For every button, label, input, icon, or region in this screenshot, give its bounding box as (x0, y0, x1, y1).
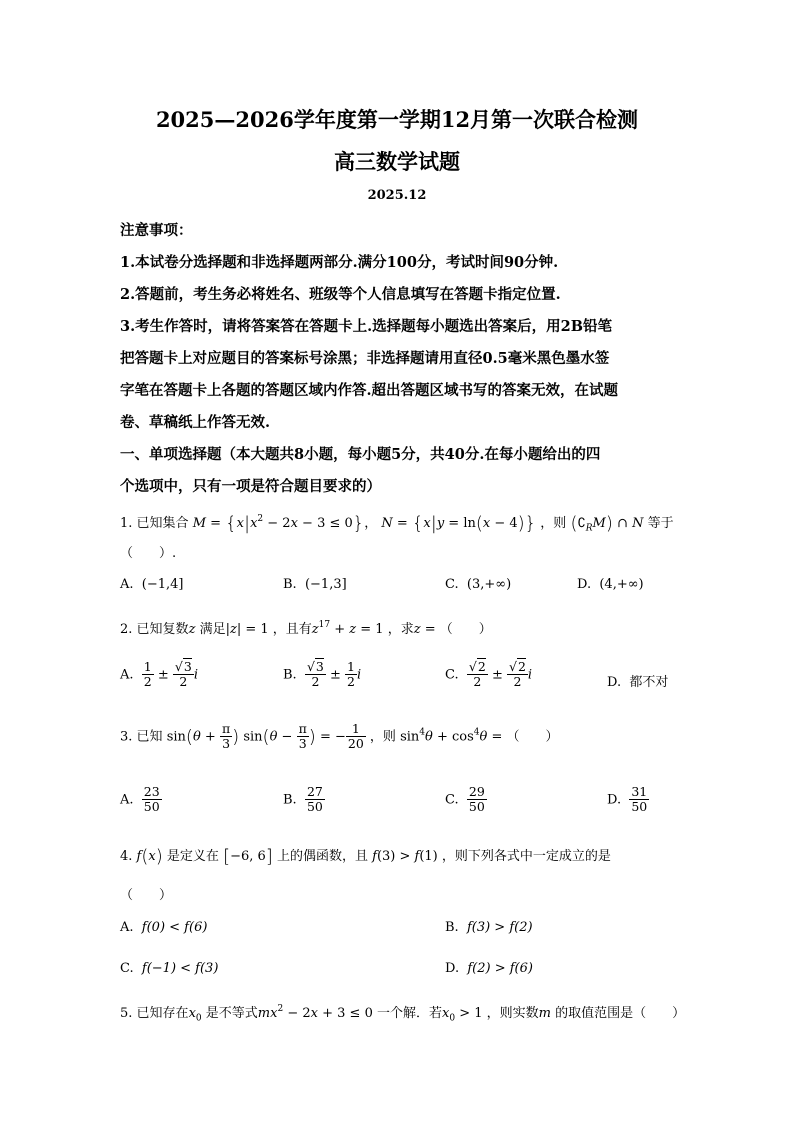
question-1-stem: 1. 已知集合 $M = \{x|x^2 - 2x - 3 \le 0\}$， N = {x|y = ln(x − 4)} ，则 $(∁_RM)$ ∩ N 等于 (120, 513, 674, 534)
question-number: 5. (120, 1006, 133, 1021)
question-4-option-b: B. f(3) > f(2) (445, 920, 533, 935)
exam-title: 2025—2026学年度第一学期12月第一次联合检测 (155, 107, 639, 132)
question-5-stem: 5. 已知存在$x_0$ 是不等式$mx^2 - 2x + 3 \le 0$ 一个解．若$x_0 > 1$ ，则实数m 的取值范围是（ ） (120, 1004, 686, 1024)
question-4-option-d: D. f(2) > f(6) (445, 961, 533, 976)
notice-item-3-line-3: 字笔在答题卡上各题的答题区域内作答.超出答题区域书写的答案无效，在试题 (120, 382, 619, 399)
notice-item-1: 1.本试卷分选择题和非选择题两部分.满分100分，考试时间90分钟. (120, 254, 559, 271)
question-1-option-d: D. (4,+∞) (577, 577, 644, 592)
question-number: 1. (120, 516, 133, 531)
question-2-option-b: B. $\frac{√3}{2}$ ± $\frac{1}{2}$ i (283, 659, 362, 690)
question-4-option-a: A. f(0) < f(6) (120, 920, 208, 935)
question-2-option-c: C. $\frac{√2}{2}$ ± $\frac{√2}{2}$ i (445, 659, 533, 690)
question-4-paren: （ ） (120, 888, 173, 903)
question-3-option-c: C. $\frac{29}{50}$ (445, 784, 485, 815)
question-1-option-a: A. (−1,4] (120, 577, 184, 592)
question-4-option-c: C. f(−1) < f(3) (120, 961, 219, 976)
question-number: 2. (120, 622, 133, 637)
question-1-option-c: C. (3,+∞) (445, 577, 512, 592)
notice-item-3-line-2: 把答题卡上对应题目的答案标号涂黑；非选择题请用直径0.5毫米黑色墨水签 (120, 350, 610, 367)
question-3-stem: 3. 已知 sin(θ + $\frac{\pi}{3}$ ) sin(θ − $\frac{\pi}{3}$ ) = − $\frac{1}{20}$ ，则 $\sin^4\theta + \cos^4\theta$ = （ ） (120, 721, 559, 752)
section-heading-line-1: 一、单项选择题（本大题共8小题，每小题5分，共40分.在每小题给出的四 (120, 446, 601, 463)
notice-item-2: 2.答题前，考生务必将姓名、班级等个人信息填写在答题卡指定位置. (120, 286, 561, 303)
question-number: 4. (120, 849, 133, 864)
notice-item-3-line-1: 3.考生作答时，请将答案答在答题卡上.选择题每小题选出答案后，用2B铅笔 (120, 318, 613, 335)
question-number: 3. (120, 729, 133, 745)
question-3-option-a: A. $\frac{23}{50}$ (120, 784, 160, 815)
question-1-option-b: B. (−1,3] (283, 577, 347, 592)
question-2-option-a: A. $\frac{1}{2}$ ± $\frac{√3}{2}$ i (120, 659, 199, 690)
question-1-paren: （ ）. (120, 546, 177, 561)
question-3-option-d: D. $\frac{31}{50}$ (607, 784, 648, 815)
notice-item-3-line-4: 卷、草稿纸上作答无效. (120, 414, 271, 431)
notice-heading: 注意事项： (120, 222, 193, 239)
question-4-stem: 4. f(x) 是定义在 [−6, 6] 上的偶函数，且 f(3) > f(1) ，则下列各式中一定成立的是 (120, 846, 611, 867)
question-3-option-b: B. $\frac{27}{50}$ (283, 784, 323, 815)
exam-subtitle: 高三数学试题 (334, 149, 460, 174)
question-2-stem: 2. 已知复数z 满足|z| = 1 ，且有$z^{17} + z = 1$ ，求z = （ ） (120, 620, 492, 637)
section-heading-line-2: 个选项中，只有一项是符合题目要求的） (120, 478, 381, 495)
exam-date: 2025.12 (367, 188, 427, 203)
question-2-option-d: D. 都不对 (607, 675, 669, 690)
